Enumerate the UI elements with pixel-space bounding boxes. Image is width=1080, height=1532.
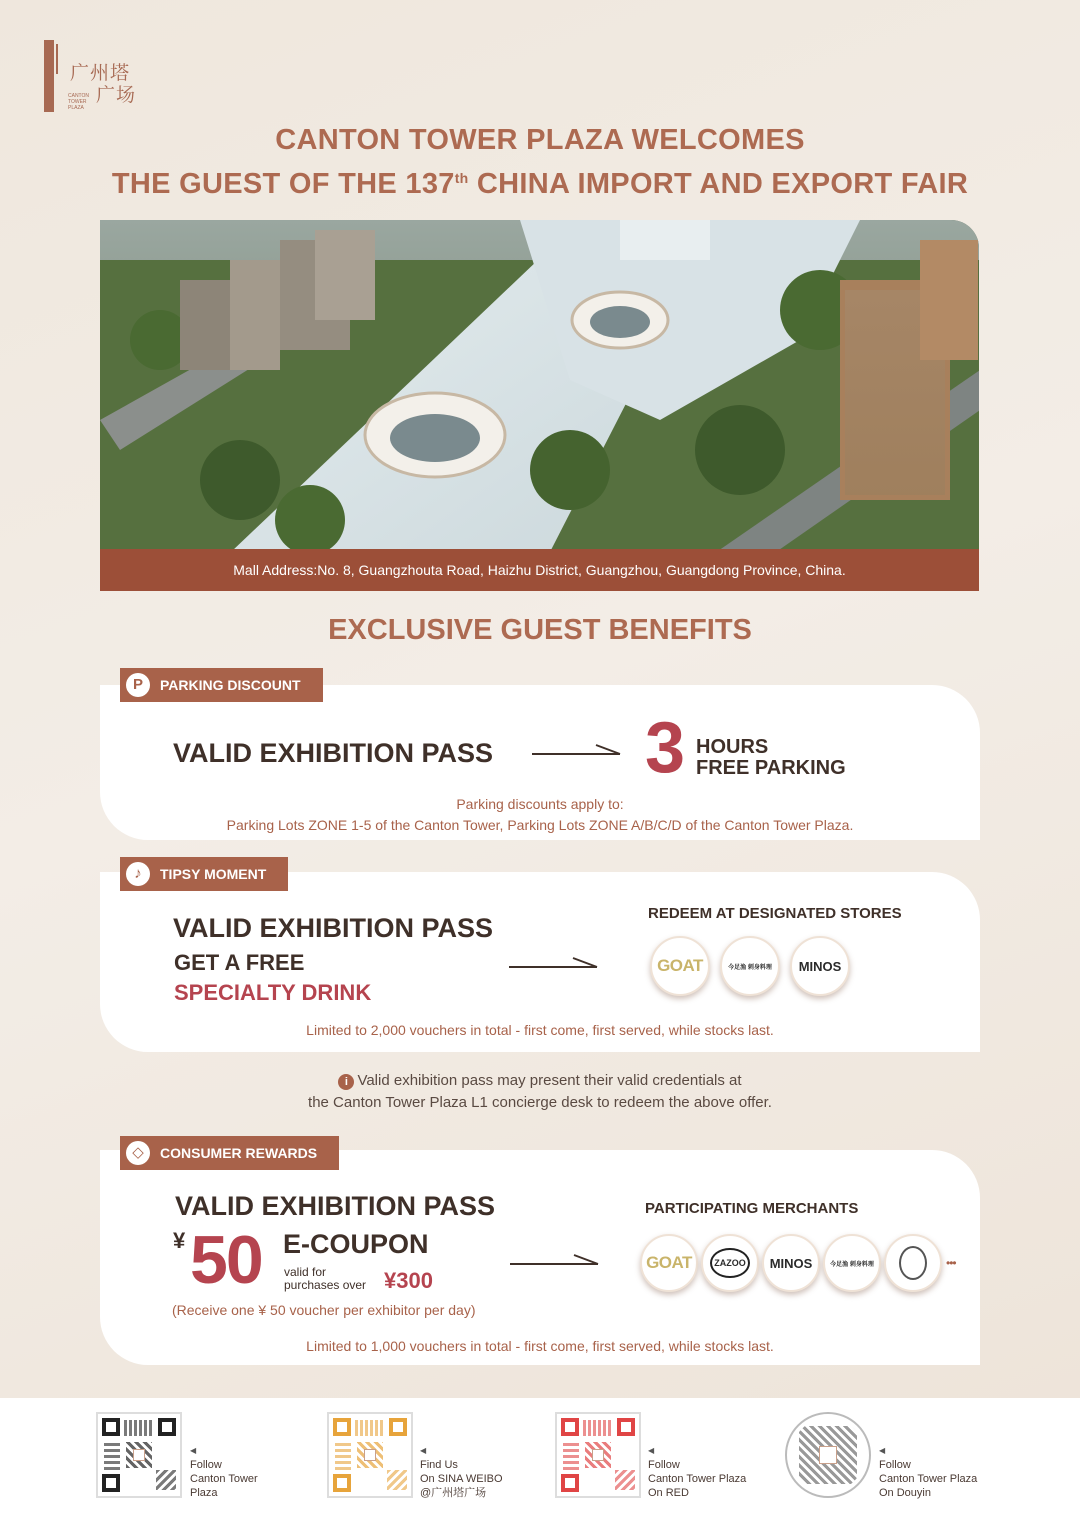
canton-tower-plaza-logo: [44, 40, 154, 115]
tipsy-specialty-drink: SPECIALTY DRINK: [174, 980, 372, 1005]
coupon-currency: ¥: [173, 1228, 186, 1253]
drink-icon: ♪: [126, 862, 150, 886]
wechat-qr-code[interactable]: [96, 1412, 182, 1498]
merchant-seal-logo: [884, 1234, 942, 1292]
headline-line-2: THE GUEST OF THE 137th CHINA IMPORT AND EXPORT FAIR: [111, 168, 969, 200]
consumer-rewards-tag: ◇ CONSUMER REWARDS: [120, 1136, 339, 1170]
parking-note: Parking discounts apply to: Parking Lots ZONE 1-5 of the Canton Tower, Parking Lots ZONE A/B/C/D of the Canton Tower Plaza.: [226, 796, 854, 833]
weibo-follow-text: ◀ Find Us On SINA WEIBO @广州塔广场: [420, 1446, 503, 1499]
aerial-illustration: [100, 220, 979, 591]
red-qr-code[interactable]: [555, 1412, 641, 1498]
douyin-follow-text: ◀ Follow Canton Tower Plaza On Douyin: [879, 1446, 978, 1499]
info-icon: i: [338, 1074, 354, 1090]
coupon-icon: ◇: [126, 1141, 150, 1165]
logo-mark: [44, 40, 54, 112]
section-title: EXCLUSIVE GUEST BENEFITS: [328, 614, 752, 646]
merchant-zazoo-logo: ZAZOO: [701, 1234, 759, 1292]
merchant-minos-logo: MINOS: [762, 1234, 820, 1292]
merchant-jinzuyu-logo: 今足漁 刺身料理: [823, 1234, 881, 1292]
rewards-limit: Limited to 1,000 vouchers in total - first come, first served, while stocks last.: [306, 1338, 774, 1354]
more-merchants-icon: •••: [946, 1256, 956, 1270]
arrow-icon: [508, 1252, 603, 1272]
merchant-goat-logo: GOAT: [640, 1234, 698, 1292]
douyin-qr-code[interactable]: [785, 1412, 871, 1498]
receive-note: (Receive one ¥ 50 voucher per exhibitor per day): [172, 1302, 476, 1318]
free-hours-number: 3: [645, 708, 686, 788]
coupon-threshold: ¥300: [384, 1268, 433, 1293]
parking-pass-label: VALID EXHIBITION PASS: [173, 738, 494, 768]
plaza-aerial-image: [100, 220, 979, 591]
arrow-icon: [507, 955, 602, 975]
social-footer: [0, 1398, 1080, 1532]
mall-address: Mall Address:No. 8, Guangzhouta Road, Haizhu District, Guangzhou, Guangdong Province, China.: [100, 549, 979, 591]
concierge-info: i Valid exhibition pass may present their valid credentials at the Canton Tower Plaza L1 concierge desk to redeem the above offer.: [308, 1072, 772, 1111]
tipsy-free-label: GET A FREE: [174, 950, 305, 975]
coupon-condition: valid for purchases over: [284, 1265, 367, 1292]
merchants-title: PARTICIPATING MERCHANTS: [645, 1200, 859, 1217]
redeem-title: REDEEM AT DESIGNATED STORES: [648, 905, 902, 922]
seal-icon: [899, 1246, 927, 1280]
arrow-icon: [530, 742, 625, 762]
store-jinzuyu-logo: 今足漁 刺身料理: [720, 936, 780, 996]
coupon-amount: 50: [190, 1222, 262, 1298]
tipsy-pass-label: VALID EXHIBITION PASS: [173, 913, 494, 943]
store-minos-logo: MINOS: [790, 936, 850, 996]
logo-chinese: 广州塔 广场: [70, 62, 137, 106]
headline-line-1: CANTON TOWER PLAZA WELCOMES: [275, 124, 805, 156]
weibo-qr-code[interactable]: [327, 1412, 413, 1498]
rewards-pass-label: VALID EXHIBITION PASS: [175, 1191, 496, 1221]
red-follow-text: ◀ Follow Canton Tower Plaza On RED: [648, 1446, 747, 1499]
parking-discount-tag: P PARKING DISCOUNT: [120, 668, 323, 702]
tipsy-moment-tag: ♪ TIPSY MOMENT: [120, 857, 288, 891]
logo-english: CANTON TOWER PLAZA: [68, 93, 90, 111]
tipsy-limit: Limited to 2,000 vouchers in total - first come, first served, while stocks last.: [306, 1022, 774, 1038]
wechat-follow-text: ◀ Follow Canton Tower Plaza: [190, 1446, 258, 1499]
coupon-label: E-COUPON: [283, 1229, 429, 1259]
store-goat-logo: GOAT: [650, 936, 710, 996]
free-hours-text: HOURS FREE PARKING: [696, 736, 846, 779]
parking-icon: P: [126, 673, 150, 697]
